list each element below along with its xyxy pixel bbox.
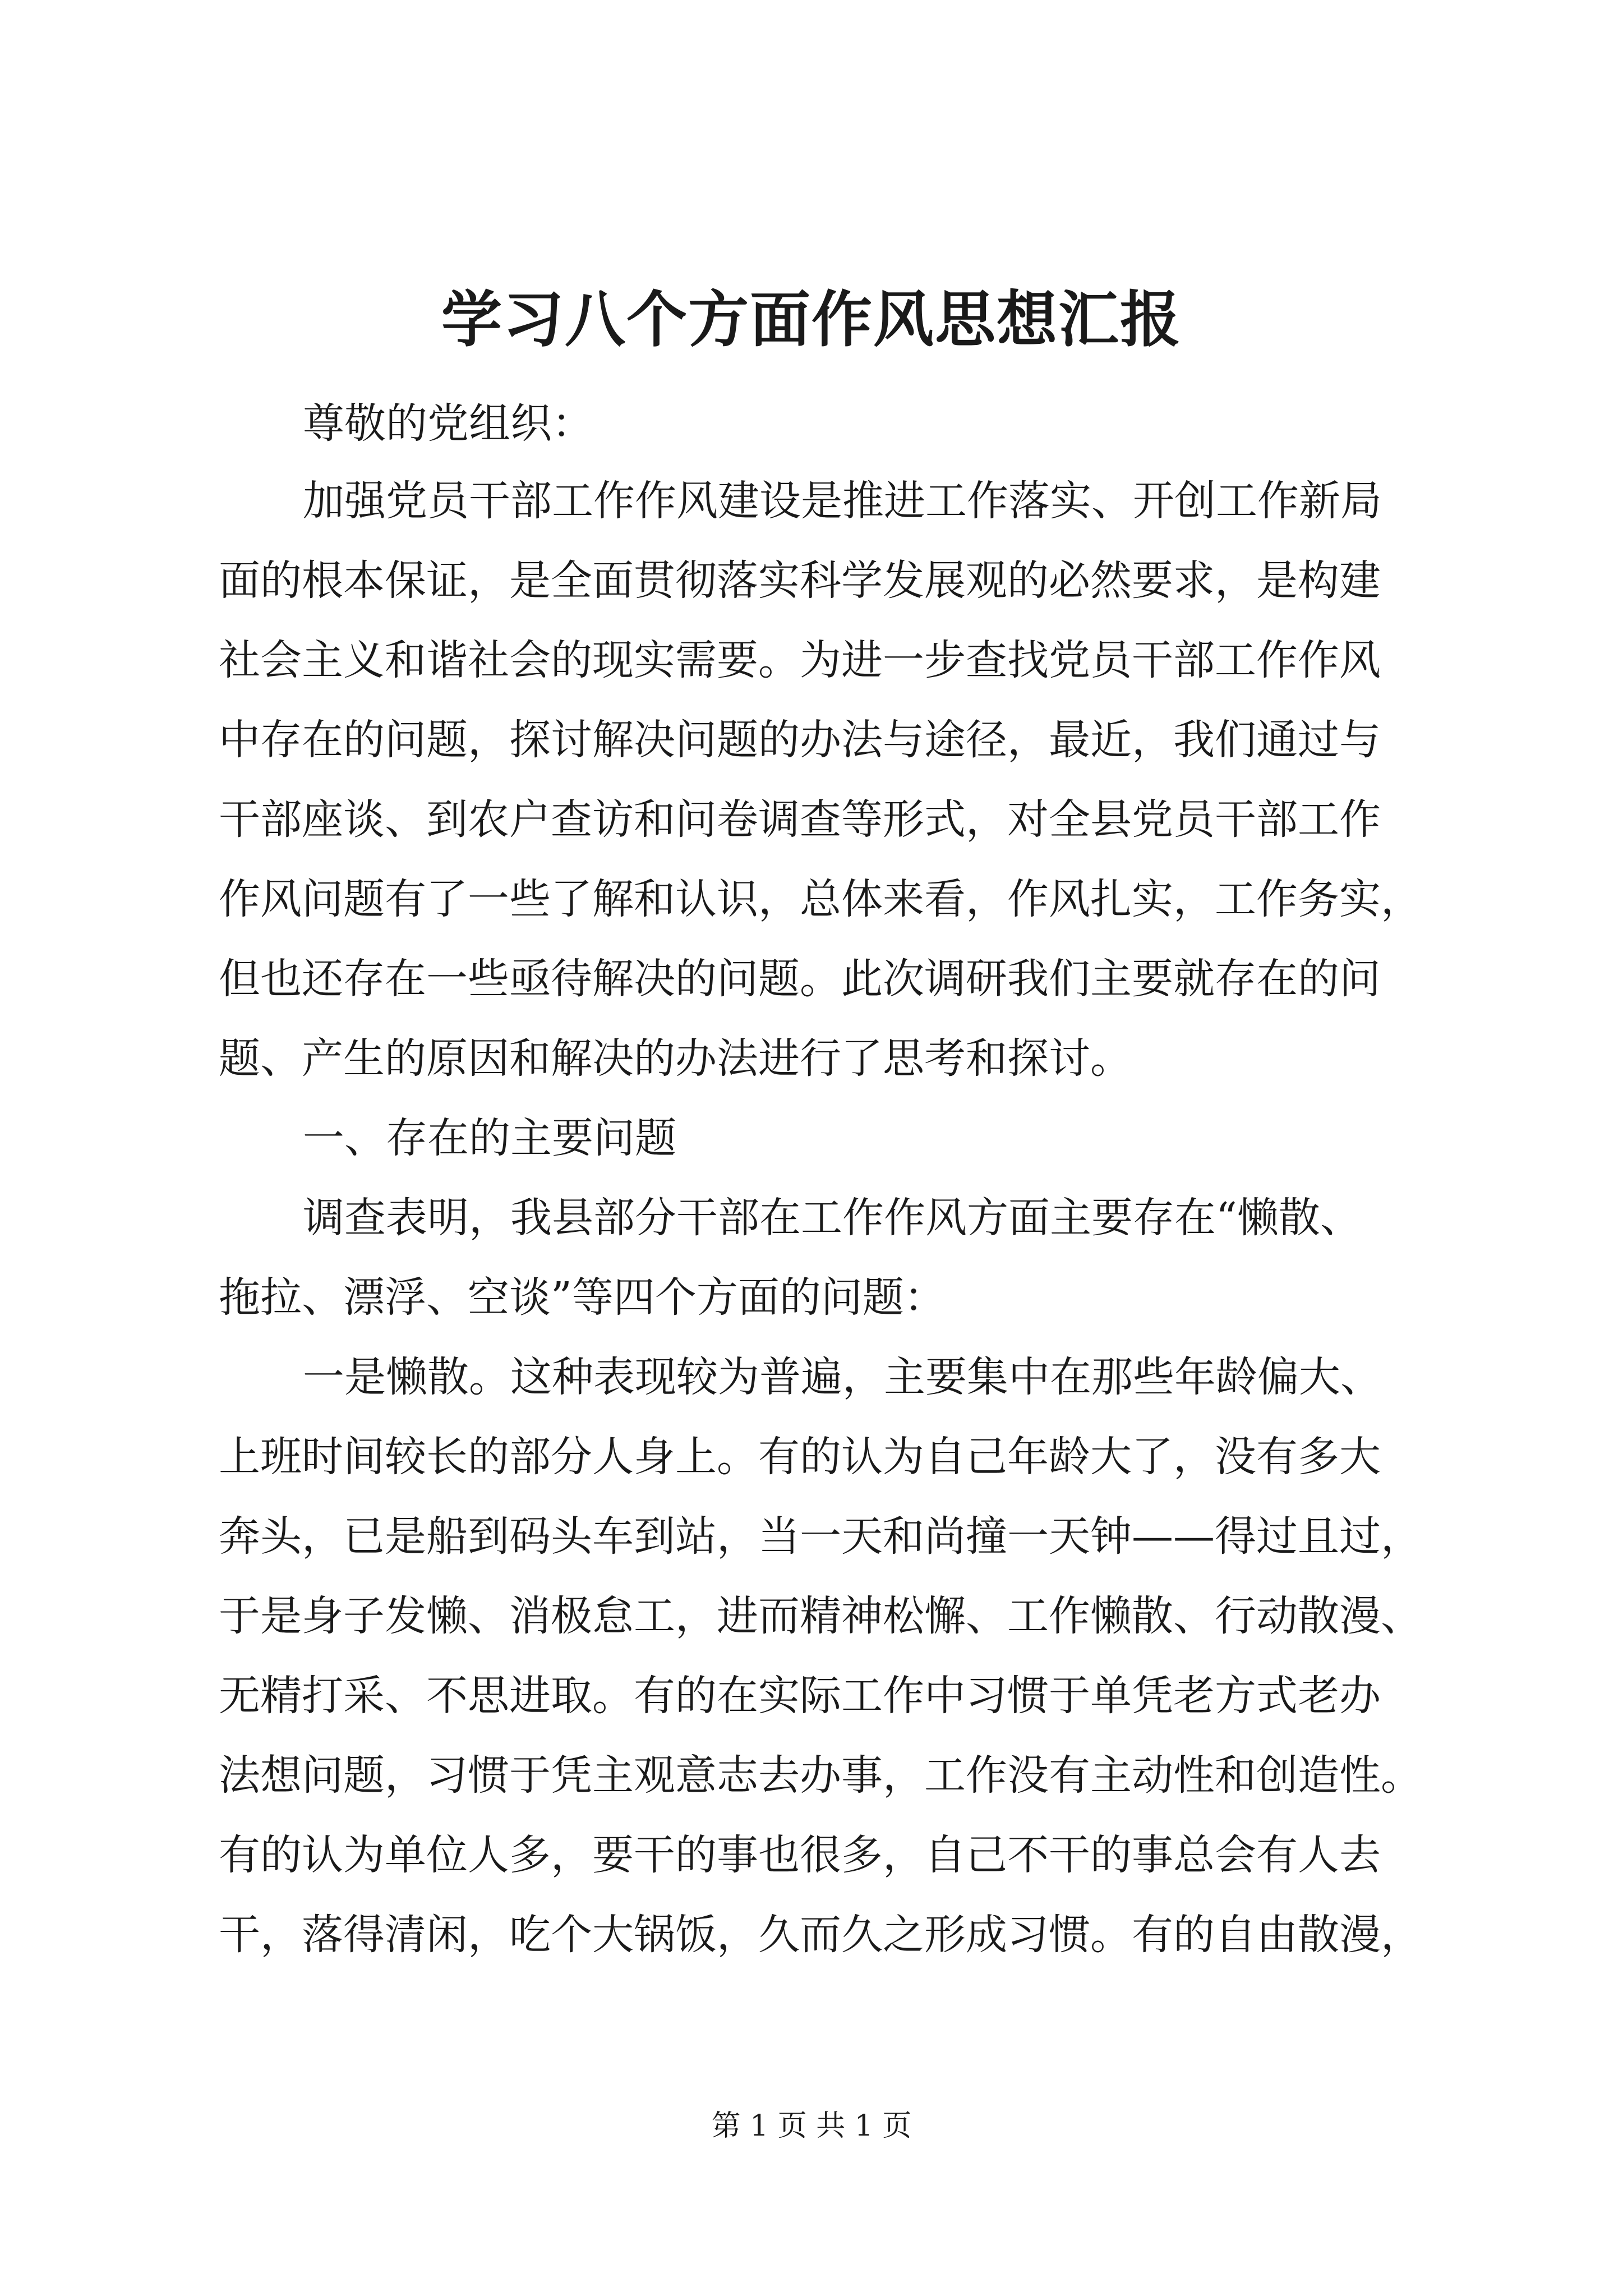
body-line: 有的认为单位人多，要干的事也很多，自己不干的事总会有人去 xyxy=(219,1831,1381,1879)
body-line: 无精打采、不思进取。有的在实际工作中习惯于单凭老方式老办 xyxy=(219,1672,1381,1720)
body-line: 拖拉、漂浮、空谈”等四个方面的问题： xyxy=(219,1273,946,1322)
body-line: 一是懒散。这种表现较为普遍，主要集中在那些年龄偏大、 xyxy=(303,1353,1382,1401)
body-line: 但也还存在一些亟待解决的问题。此次调研我们主要就存在的问 xyxy=(219,955,1381,1003)
body-line: 法想问题，习惯于凭主观意志去办事，工作没有主动性和创造性。 xyxy=(219,1751,1422,1800)
body-line: 面的根本保证，是全面贯彻落实科学发展观的必然要求，是构建 xyxy=(219,556,1381,605)
body-line: 题、产生的原因和解决的办法进行了思考和探讨。 xyxy=(219,1034,1132,1083)
body-line: 社会主义和谐社会的现实需要。为进一步查找党员干部工作作风 xyxy=(219,636,1381,684)
section-heading: 一、存在的主要问题 xyxy=(303,1114,676,1162)
body-line: 干部座谈、到农户查访和问卷调查等形式，对全县党员干部工作 xyxy=(219,795,1381,844)
document-title: 学习八个方面作风思想汇报 xyxy=(441,284,1182,355)
body-line: 作风问题有了一些了解和认识，总体来看，作风扎实，工作务实， xyxy=(219,875,1422,923)
body-line: 干，落得清闲，吃个大锅饭，久而久之形成习惯。有的自由散漫， xyxy=(219,1911,1422,1959)
body-line: 中存在的问题，探讨解决问题的办法与途径，最近，我们通过与 xyxy=(219,716,1381,764)
body-line: 于是身子发懒、消极怠工，进而精神松懈、工作懒散、行动散漫、 xyxy=(219,1592,1422,1640)
page-footer: 第 1 页 共 1 页 xyxy=(711,2109,912,2143)
body-line: 加强党员干部工作作风建设是推进工作落实、开创工作新局 xyxy=(303,477,1382,525)
body-line: 奔头，已是船到码头车到站，当一天和尚撞一天钟——得过且过， xyxy=(219,1512,1422,1561)
salutation: 尊敬的党组织： xyxy=(303,399,593,448)
body-line: 调查表明，我县部分干部在工作作风方面主要存在“懒散、 xyxy=(303,1194,1362,1242)
body-line: 上班时间较长的部分人身上。有的认为自己年龄大了，没有多大 xyxy=(219,1433,1381,1481)
